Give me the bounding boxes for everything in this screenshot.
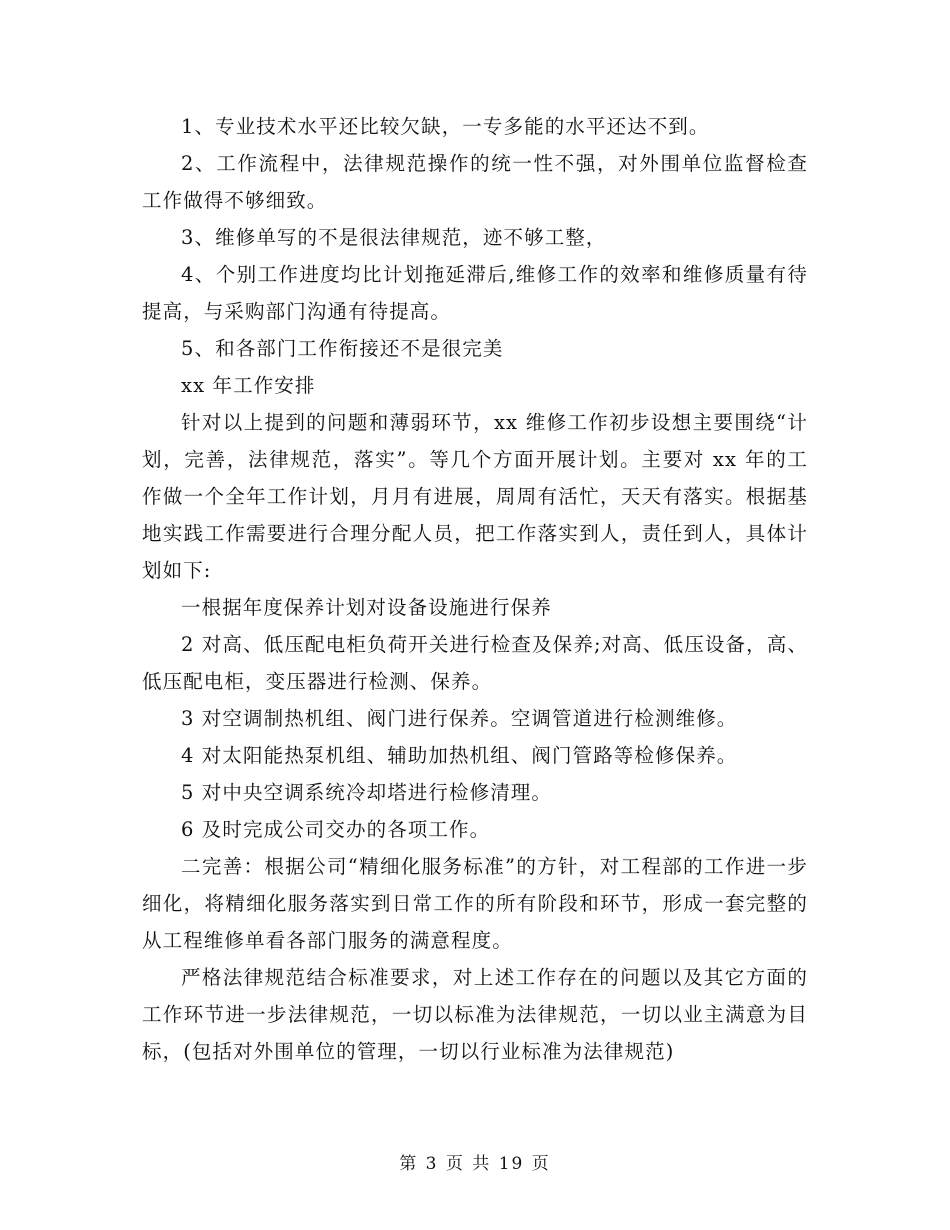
paragraph-issue-2: 2、工作流程中，法律规范操作的统一性不强，对外围单位监督检查工作做得不够细致。 xyxy=(142,152,808,212)
plan-item-2: 2 对高、低压配电柜负荷开关进行检查及保养;对高、低压设备，高、低压配电柜，变压器进行检测、保养。 xyxy=(142,633,808,693)
plan-item-3: 3 对空调制热机组、阀门进行保养。空调管道进行检测维修。 xyxy=(181,707,738,730)
paragraph-standards: 严格法律规范结合标准要求，对上述工作存在的问题以及其它方面的工作环节进一步法律规范，一切以标准为法律规范，一切以业主满意为目标，(包括对外围单位的管理，一切以行业标准为法律规范) xyxy=(142,966,808,1063)
plan-item-1: 一根据年度保养计划对设备设施进行保养 xyxy=(181,596,552,619)
paragraph-issue-5: 5、和各部门工作衔接还不是很完美 xyxy=(181,337,504,360)
paragraph-issue-1: 1、专业技术水平还比较欠缺，一专多能的水平还达不到。 xyxy=(181,115,710,138)
plan-item-6: 6 及时完成公司交办的各项工作。 xyxy=(181,818,491,841)
plan-item-5: 5 对中央空调系统冷却塔进行检修清理。 xyxy=(181,781,553,804)
section-heading-work-plan: xx 年工作安排 xyxy=(181,374,316,397)
document-body xyxy=(142,108,808,1070)
paragraph-issue-4: 4、个别工作进度均比计划拖延滞后,维修工作的效率和维修质量有待提高，与采购部门沟通有待提高。 xyxy=(142,263,808,323)
page-number: 第 3 页 共 19 页 xyxy=(399,1154,551,1174)
paragraph-issue-3: 3、维修单写的不是很法律规范，迹不够工整， xyxy=(181,226,607,249)
paragraph-plan-intro: 针对以上提到的问题和薄弱环节，xx 维修工作初步设想主要围绕“计划，完善，法律规范，落实”。等几个方面开展计划。主要对 xx 年的工作做一个全年工作计划，月月有进展，周周有活忙，天天有落实。根据基地实践工作需要进行合理分配人员，把工作落实到人，责任到人，具体计划如下: xyxy=(142,411,808,582)
plan-item-4: 4 对太阳能热泵机组、辅助加热机组、阀门管路等检修保养。 xyxy=(181,744,738,767)
paragraph-improvement: 二完善：根据公司“精细化服务标准”的方针，对工程部的工作进一步细化，将精细化服务落实到日常工作的所有阶段和环节，形成一套完整的从工程维修单看各部门服务的满意程度。 xyxy=(142,855,808,952)
